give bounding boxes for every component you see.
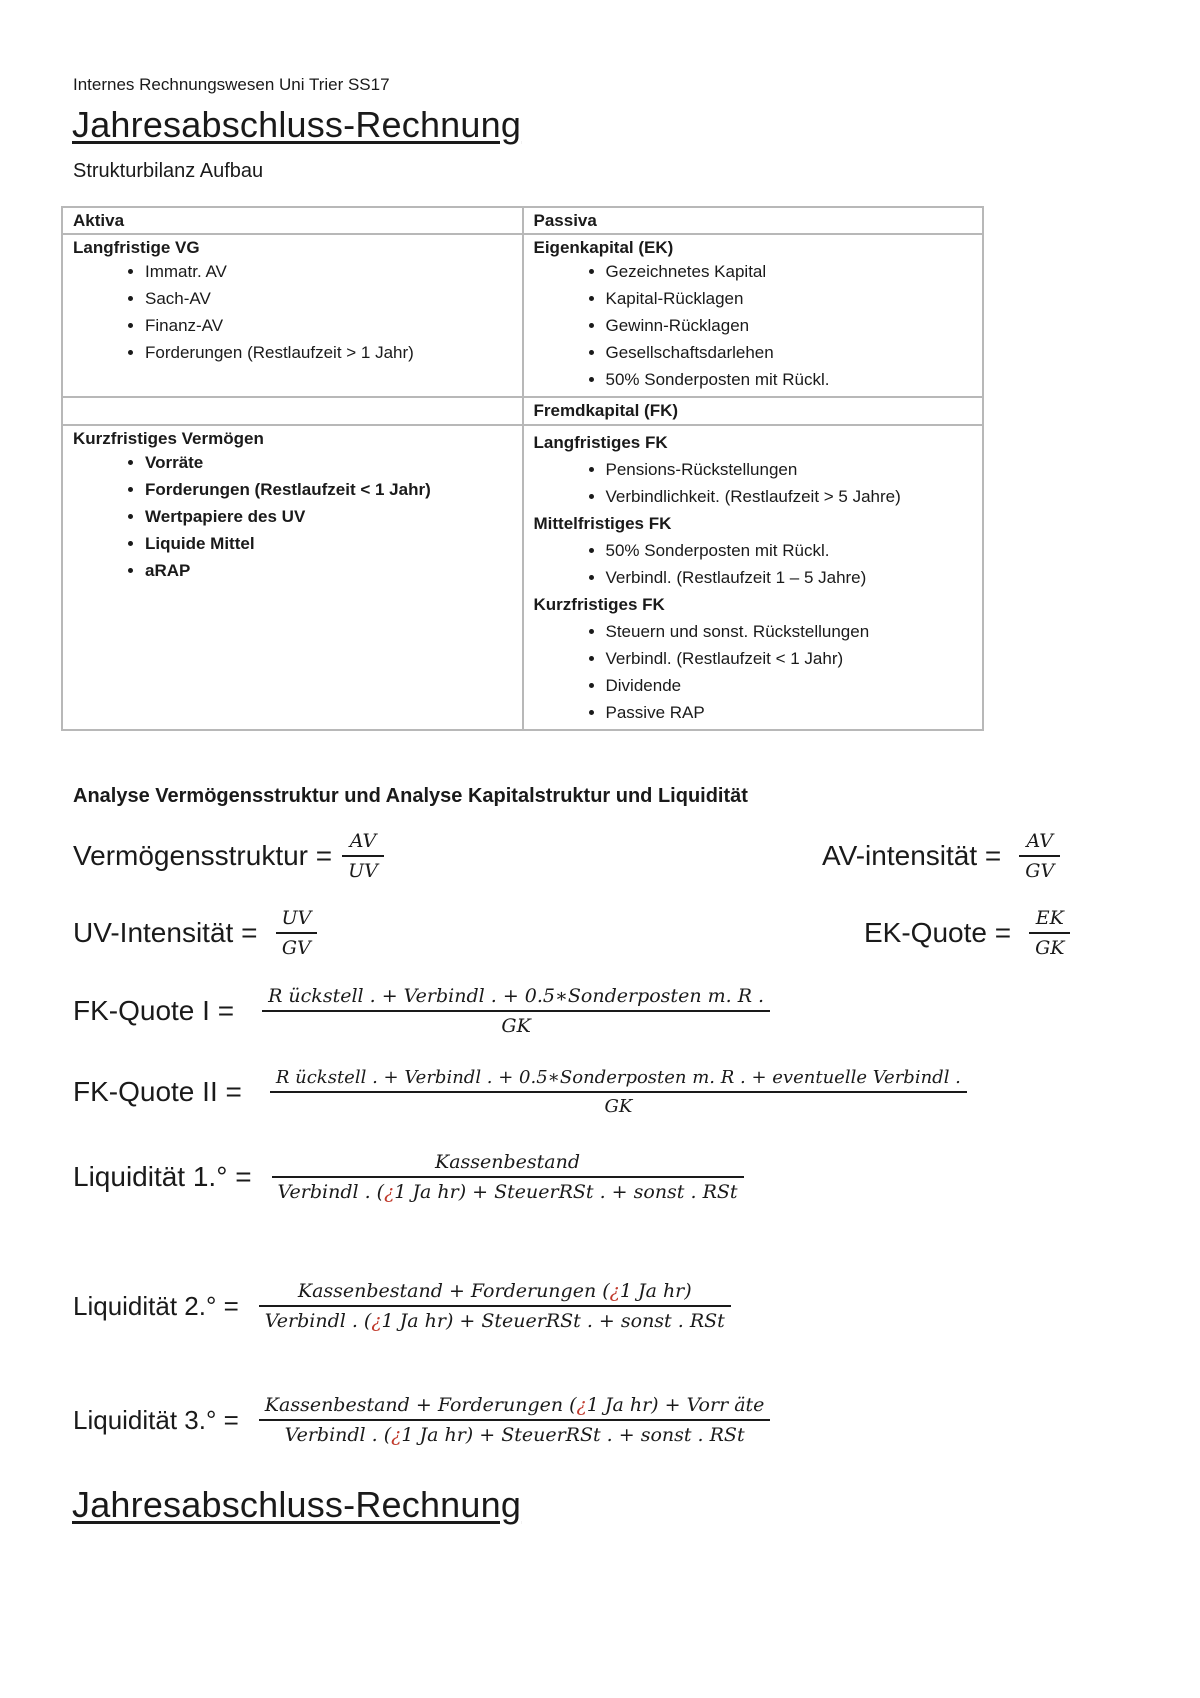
table-row [62, 425, 983, 730]
denominator: GK [1029, 932, 1070, 959]
numerator: R ückstell . + Verbindl . + 0.5∗Sonderposten m. R . [268, 985, 765, 1007]
kurzfristiges-fk-list [534, 618, 973, 726]
eigenkapital-list [534, 258, 973, 393]
formula-label: Vermögensstruktur = [73, 840, 333, 871]
fraction [342, 830, 384, 882]
formula-label: UV-Intensität = [73, 917, 258, 948]
formula-label: AV-intensität = [822, 840, 1002, 871]
mittelfristiges-fk-list [534, 537, 973, 591]
numerator-part: Kassenbestand + Forderungen ( [297, 1280, 610, 1302]
list-item: • Gesellschaftsdarlehen [606, 339, 973, 366]
formula-fk-quote-1 [73, 985, 770, 1037]
page-title: Jahresabschluss-Rechnung [72, 104, 522, 145]
numerator: UV [281, 907, 312, 929]
list-item: • aRAP [145, 557, 512, 584]
list-item: • Passive RAP [606, 699, 973, 726]
numerator: EK [1035, 907, 1064, 929]
fraction [275, 907, 317, 959]
section-subtitle: Strukturbilanz Aufbau [73, 160, 264, 182]
fraction [1019, 830, 1060, 882]
denominator-part: Verbindl . ( [277, 1181, 385, 1203]
formula-liquiditaet-2 [73, 1280, 731, 1332]
fraction [270, 1067, 967, 1117]
fraction [1029, 907, 1070, 959]
denominator: UV [342, 855, 384, 882]
formula-label: Liquidität 2.° = [73, 1290, 239, 1321]
langfristiges-fk-heading: Langfristiges FK [533, 433, 668, 452]
formula-vermoegensstruktur [73, 830, 384, 882]
passiva-header: Passiva [523, 207, 984, 234]
table-row [62, 234, 983, 397]
list-item: • Verbindlichkeit. (Restlaufzeit > 5 Jahre) [606, 483, 973, 510]
fraction [259, 1280, 731, 1332]
denominator-part: 1 Ja hr) + SteuerRSt . + sonst . RSt [394, 1181, 738, 1203]
list-item: • Wertpapiere des UV [145, 503, 512, 530]
list-item: • 50% Sonderposten mit Rückl. [606, 537, 973, 564]
list-item: • Forderungen (Restlaufzeit > 1 Jahr) [145, 339, 512, 366]
denominator-part: Verbindl . ( [284, 1424, 392, 1446]
langfristige-vg-list [73, 258, 512, 366]
list-item: • Immatr. AV [145, 258, 512, 285]
denominator: GV [1019, 855, 1060, 882]
numerator-part: 1 Ja hr) + Vorr äte [586, 1394, 765, 1416]
kurzfristiges-vermoegen-list [73, 449, 512, 584]
denominator [272, 1176, 744, 1203]
document-header: Internes Rechnungswesen Uni Trier SS17 [73, 75, 390, 94]
denominator: GK [270, 1091, 967, 1117]
list-item: • Verbindl. (Restlaufzeit 1 – 5 Jahre) [606, 564, 973, 591]
denominator [259, 1305, 731, 1332]
formula-av-intensitaet [822, 830, 1060, 882]
denominator-part: 1 Ja hr) + SteuerRSt . + sonst . RSt [381, 1310, 725, 1332]
empty-cell [62, 397, 523, 425]
formula-label: FK-Quote I = [73, 995, 235, 1026]
list-item: • Finanz-AV [145, 312, 512, 339]
unknown-char-mark: ¿ [609, 1280, 620, 1302]
formula-liquiditaet-1 [73, 1151, 744, 1203]
list-item: • Liquide Mittel [145, 530, 512, 557]
fraction [259, 1394, 771, 1446]
numerator [259, 1394, 771, 1419]
aktiva-header: Aktiva [62, 207, 523, 234]
eigenkapital-cell [523, 234, 984, 397]
fraction [272, 1151, 744, 1203]
list-item: • 50% Sonderposten mit Rückl. [606, 366, 973, 393]
list-item: • Verbindl. (Restlaufzeit < 1 Jahr) [606, 645, 973, 672]
analysis-heading: Analyse Vermögensstruktur und Analyse Kapitalstruktur und Liquidität [73, 785, 748, 807]
formula-label: FK-Quote II = [73, 1076, 242, 1107]
unknown-char-mark: ¿ [371, 1310, 382, 1332]
fremdkapital-cell [523, 397, 984, 425]
table-row [62, 397, 983, 425]
list-item: • Gewinn-Rücklagen [606, 312, 973, 339]
formula-label: EK-Quote = [864, 917, 1012, 948]
formula-label: Liquidität 1.° = [73, 1161, 252, 1192]
numerator: R ückstell . + Verbindl . + 0.5∗Sonderposten m. R . + eventuelle Verbindl . [275, 1067, 961, 1088]
kurzfristiges-vermoegen-cell [62, 425, 523, 730]
unknown-char-mark: ¿ [576, 1394, 587, 1416]
numerator: AV [349, 830, 377, 852]
unknown-char-mark: ¿ [391, 1424, 402, 1446]
numerator: AV [1026, 830, 1053, 852]
kurzfristiges-vermoegen-heading: Kurzfristiges Vermögen [73, 429, 264, 448]
denominator: GV [276, 932, 317, 959]
formula-fk-quote-2 [73, 1067, 967, 1117]
page-title-repeat: Jahresabschluss-Rechnung [72, 1484, 522, 1525]
denominator-part: Verbindl . ( [264, 1310, 372, 1332]
unknown-char-mark: ¿ [384, 1181, 395, 1203]
list-item: • Steuern und sonst. Rückstellungen [606, 618, 973, 645]
denominator [259, 1419, 771, 1446]
fraction [262, 985, 770, 1037]
list-item: • Kapital-Rücklagen [606, 285, 973, 312]
list-item: • Sach-AV [145, 285, 512, 312]
numerator: Kassenbestand [435, 1151, 581, 1173]
list-item: • Pensions-Rückstellungen [606, 456, 973, 483]
strukturbilanz-table [61, 206, 984, 731]
fremdkapital-heading: Fremdkapital (FK) [533, 401, 679, 420]
formula-label: Liquidität 3.° = [73, 1404, 239, 1435]
numerator [292, 1280, 698, 1305]
langfristiges-fk-list [534, 456, 973, 510]
eigenkapital-heading: Eigenkapital (EK) [533, 238, 674, 257]
fk-detail-cell [523, 425, 984, 730]
mittelfristiges-fk-heading: Mittelfristiges FK [533, 514, 672, 533]
numerator-part: 1 Ja hr) [619, 1280, 692, 1302]
denominator-part: 1 Ja hr) + SteuerRSt . + sonst . RSt [401, 1424, 745, 1446]
list-item: • Dividende [606, 672, 973, 699]
numerator-part: Kassenbestand + Forderungen ( [264, 1394, 577, 1416]
list-item: • Gezeichnetes Kapital [606, 258, 973, 285]
kurzfristiges-fk-heading: Kurzfristiges FK [533, 595, 665, 614]
table-header-row [62, 207, 983, 234]
denominator: GK [262, 1010, 770, 1037]
langfristige-vg-heading: Langfristige VG [73, 238, 200, 257]
formula-ek-quote [864, 907, 1070, 959]
formula-uv-intensitaet [73, 907, 317, 959]
list-item: • Vorräte [145, 449, 512, 476]
formula-liquiditaet-3 [73, 1394, 770, 1446]
list-item: • Forderungen (Restlaufzeit < 1 Jahr) [145, 476, 512, 503]
langfristige-vg-cell [62, 234, 523, 397]
